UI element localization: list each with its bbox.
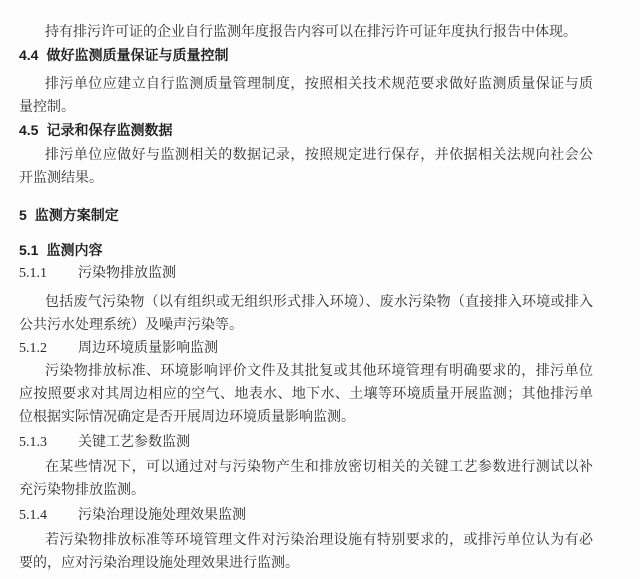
heading-number: 5.1.3 xyxy=(19,435,47,450)
paragraph-line: 持有排污许可证的企业自行监测年度报告内容可以在排污许可证年度执行报告中体现。 xyxy=(45,25,577,40)
section-heading-5-1 xyxy=(19,239,593,262)
section-heading-5-1-4 xyxy=(19,504,593,527)
heading-number: 5.1.2 xyxy=(19,341,47,356)
paragraph xyxy=(19,529,593,575)
heading-number: 4.5 xyxy=(19,122,39,138)
heading-title: 做好监测质量保证与质量控制 xyxy=(46,47,229,63)
heading-title: 周边环境质量影响监测 xyxy=(78,341,218,356)
paragraph xyxy=(19,360,593,429)
heading-number: 5 xyxy=(19,207,27,223)
paragraph-line: 量控制。 xyxy=(19,100,75,115)
paragraph-line: 排污单位应建立自行监测质量管理制度，按照相关技术规范要求做好监测质量保证与质 xyxy=(45,77,593,92)
paragraph xyxy=(19,21,593,44)
section-heading-5-1-2 xyxy=(19,337,593,360)
paragraph-line: 充污染物排放监测。 xyxy=(19,483,145,498)
section-heading-5-1-1 xyxy=(19,262,593,285)
paragraph-line: 污染物排放标准、环境影响评价文件及其批复或其他环境管理有明确要求的，排污单位 xyxy=(45,364,593,379)
heading-number: 5.1.4 xyxy=(19,508,47,523)
paragraph-line: 要的，应对污染治理设施处理效果进行监测。 xyxy=(19,556,299,571)
heading-title: 监测方案制定 xyxy=(34,207,119,223)
paragraph xyxy=(19,73,593,119)
heading-number: 4.4 xyxy=(19,47,39,63)
heading-title: 污染治理设施处理效果监测 xyxy=(78,508,246,523)
paragraph xyxy=(19,144,593,190)
section-heading-5 xyxy=(19,204,593,227)
paragraph-line: 位根据实际情况确定是否开展周边环境质量影响监测。 xyxy=(19,410,355,425)
section-heading-4-5 xyxy=(19,119,593,142)
paragraph xyxy=(19,456,593,502)
paragraph-line: 排污单位应做好与监测相关的数据记录，按照规定进行保存，并依据相关法规向社会公 xyxy=(45,148,593,163)
heading-number: 5.1 xyxy=(19,242,39,258)
paragraph-line: 应按照要求对其周边相应的空气、地表水、地下水、土壤等环境质量开展监测；其他排污单 xyxy=(19,387,593,402)
section-heading-4-4 xyxy=(19,44,593,67)
heading-number: 5.1.1 xyxy=(19,266,47,281)
paragraph xyxy=(19,291,593,337)
document-body xyxy=(19,0,593,575)
heading-title: 记录和保存监测数据 xyxy=(46,122,173,138)
paragraph-line: 在某些情况下，可以通过对与污染物产生和排放密切相关的关键工艺参数进行测试以补 xyxy=(45,460,593,475)
paragraph-line: 若污染物排放标准等环境管理文件对污染治理设施有特别要求的，或排污单位认为有必 xyxy=(45,533,593,548)
heading-title: 关键工艺参数监测 xyxy=(78,435,190,450)
heading-title: 污染物排放监测 xyxy=(78,266,176,281)
paragraph-line: 包括废气污染物（以有组织或无组织形式排入环境）、废水污染物（直接排入环境或排入 xyxy=(45,295,593,310)
heading-title: 监测内容 xyxy=(46,242,103,258)
section-heading-5-1-3 xyxy=(19,431,593,454)
paragraph-line: 开监测结果。 xyxy=(19,171,103,186)
paragraph-line: 公共污水处理系统）及噪声污染等。 xyxy=(19,318,243,333)
